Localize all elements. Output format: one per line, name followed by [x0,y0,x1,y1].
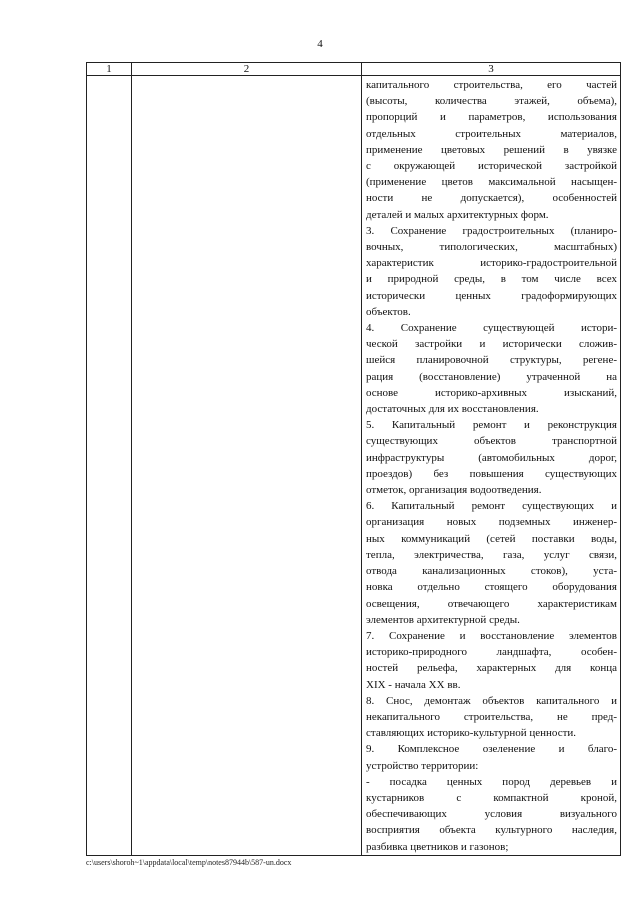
text-line: вочных, типологических, масштабных) [366,241,617,254]
text-line: разбивка цветников и газонов; [366,840,509,853]
text-line: ставляющих историко-культурной ценности. [366,727,577,740]
text-line: существующих объектов транспортной [366,435,617,448]
text-line: 8. Снос, демонтаж объектов капитального и [366,694,617,707]
text-line: элементов архитектурной среды. [366,613,520,626]
text-line: кустарников с компактной кроной, [366,791,617,804]
text-line: 7. Сохранение и восстановление элементов [366,629,617,642]
text-line: обеспечивающих условия визуального [366,808,617,821]
text-line: шейся планировочной структуры, регене- [366,354,617,367]
cell-column-1 [87,76,132,856]
column-header-3: 3 [362,63,621,76]
text-line: освещения, отвечающего характеристикам [366,597,617,610]
text-line: новка отдельно стоящего оборудования [366,581,617,594]
text-line: пропорций и параметров, использования [366,111,617,124]
text-line: XIX - начала XX вв. [366,678,461,691]
text-line: историко-природного ландшафта, особен- [366,646,617,659]
text-line: организация новых подземных инженер- [366,516,617,529]
column-header-2: 2 [132,63,362,76]
text-line: проездов) без повышения существующих [366,467,617,480]
text-line: 3. Сохранение градостроительных (планиро- [366,224,617,237]
text-line: (высоты, количества этажей, объема), [366,95,617,108]
text-line: 4. Сохранение существующей истори- [366,322,617,335]
text-line: 9. Комплексное озеленение и благо- [366,743,617,756]
text-line: (применение цветов максимальной насыщен- [366,176,617,189]
page-number: 4 [317,38,323,50]
footer-file-path: c:\users\shoroh~1\appdata\local\temp\notes87944b\587-un.docx [86,858,292,867]
text-line: объектов. [366,305,411,318]
text-line: достаточных для их восстановления. [366,403,539,416]
text-line: с окружающей исторической застройкой [366,160,617,173]
text-line: ностей рельефа, характерных для конца [366,662,617,675]
text-line: ности не допускается), особенностей [366,192,617,205]
text-line: инфраструктуры (автомобильных дорог, [366,451,617,464]
text-line: и природной среды, в том числе всех [366,273,617,286]
column-header-1: 1 [87,63,132,76]
text-line: восприятия объекта культурного наследия, [366,824,617,837]
text-line: деталей и малых архитектурных форм. [366,208,549,221]
cell-column-3 [362,76,621,856]
table-row [87,76,621,856]
text-line: рация (восстановление) утраченной на [366,370,617,383]
text-line: - посадка ценных пород деревьев и [366,775,617,788]
text-line: отдельных строительных материалов, [366,127,617,140]
text-line: исторически ценных градоформирующих [366,289,617,302]
text-line: устройство территории: [366,759,479,772]
text-line: тепла, электричества, газа, услуг связи, [366,548,617,561]
text-line: 5. Капитальный ремонт и реконструкция [366,419,617,432]
text-line: капитального строительства, его частей [366,79,617,91]
text-line: некапитального строительства, не пред- [366,710,617,723]
text-line: отвода канализационных стоков), уста- [366,565,617,578]
document-table [86,62,621,856]
column-3-text [362,76,620,855]
text-line: отметок, организация водоотведения. [366,484,542,497]
text-line: основе историко-архивных изысканий, [366,386,617,399]
table-header-row [87,63,621,76]
cell-column-2 [132,76,362,856]
text-line: характеристик историко-градостроительной [366,257,617,270]
text-line: 6. Капитальный ремонт существующих и [366,500,617,513]
text-line: ческой застройки и исторически сложив- [366,338,617,351]
text-line: ных коммуникаций (сетей поставки воды, [366,532,617,545]
text-line: применение цветовых решений в увязке [366,143,617,156]
